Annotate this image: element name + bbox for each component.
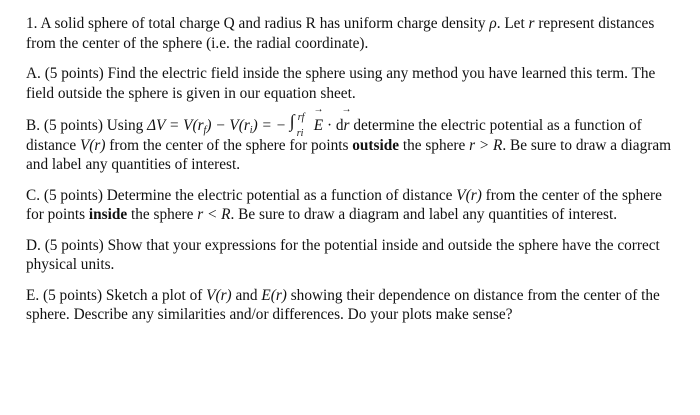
part-c-text-d: . Be sure to draw a diagram and label any quantities of interest.: [230, 206, 618, 223]
part-b-text4: . Be sure to draw a diagram and label any quantities of interest.: [26, 136, 672, 173]
part-e-text-a: E. (5 points) Sketch a plot of: [26, 286, 207, 304]
intro-text-b: . Let: [496, 15, 529, 32]
part-e-text-c: showing their dependence on distance from the center of the sphere. Describe any similarities and/or differences. Do your plots make sense?: [26, 286, 660, 323]
part-e-vr: V(r): [206, 286, 232, 304]
eq-mid: ) − V(r: [206, 117, 250, 134]
integral-upper-limit: rf: [297, 112, 305, 123]
problem-document: [26, 14, 676, 325]
part-b-condition: r > R: [469, 136, 503, 154]
part-a: [26, 64, 676, 103]
part-b-text2: from the center of the sphere for points: [105, 136, 353, 154]
dot-product: · d: [323, 117, 344, 134]
delta-v-equation: [147, 111, 350, 139]
rho-symbol: ρ: [489, 15, 497, 32]
r-symbol: r: [528, 15, 535, 32]
eq-left: ΔV = V(r: [147, 117, 204, 134]
intro-text-c: represent distances from the center of the sphere (i.e. the radial coordinate).: [26, 15, 655, 52]
part-c-inside: inside: [88, 206, 128, 223]
part-b-lead: B. (5 points) Using: [26, 117, 148, 134]
part-b: [26, 111, 676, 175]
intro-text-a: 1. A solid sphere of total charge Q and radius R has uniform charge density: [26, 15, 490, 32]
part-b-outside: outside: [352, 136, 399, 154]
part-d: [26, 236, 676, 275]
sub-i: i: [249, 125, 253, 136]
part-c-text-a: C. (5 points) Determine the electric potential as a function of distance: [26, 186, 457, 204]
part-e-text-b: and: [231, 286, 262, 304]
part-c-text-b: from the center of the sphere for points: [26, 186, 662, 223]
part-d-text: D. (5 points) Show that your expressions for the potential inside and outside the sphere have the correct physical units.: [26, 236, 660, 273]
e-field-vector: → E: [314, 116, 323, 136]
part-b-text3: the sphere: [399, 136, 470, 154]
part-c-vr: V(r): [456, 186, 482, 204]
part-e-er: E(r): [261, 286, 287, 304]
part-b-vr: V(r): [79, 136, 106, 154]
part-a-text: A. (5 points) Find the electric field inside the sphere using any method you have learned this term. The field outside the sphere is given in our equation sheet.: [26, 65, 656, 102]
part-e: [26, 286, 676, 325]
part-c-text-c: the sphere: [127, 206, 198, 223]
part-b-text1: determine the electric potential as a function of distance: [26, 117, 642, 154]
part-c: [26, 186, 676, 225]
dr-vector: → r: [344, 116, 350, 136]
problem-intro: [26, 14, 676, 53]
integral-sign: ∫ rf ri: [290, 114, 314, 133]
part-c-condition: r < R: [197, 206, 231, 223]
integral-lower-limit: ri: [296, 128, 304, 139]
eq-right: ) = −: [252, 117, 290, 134]
sub-f: f: [203, 125, 207, 136]
